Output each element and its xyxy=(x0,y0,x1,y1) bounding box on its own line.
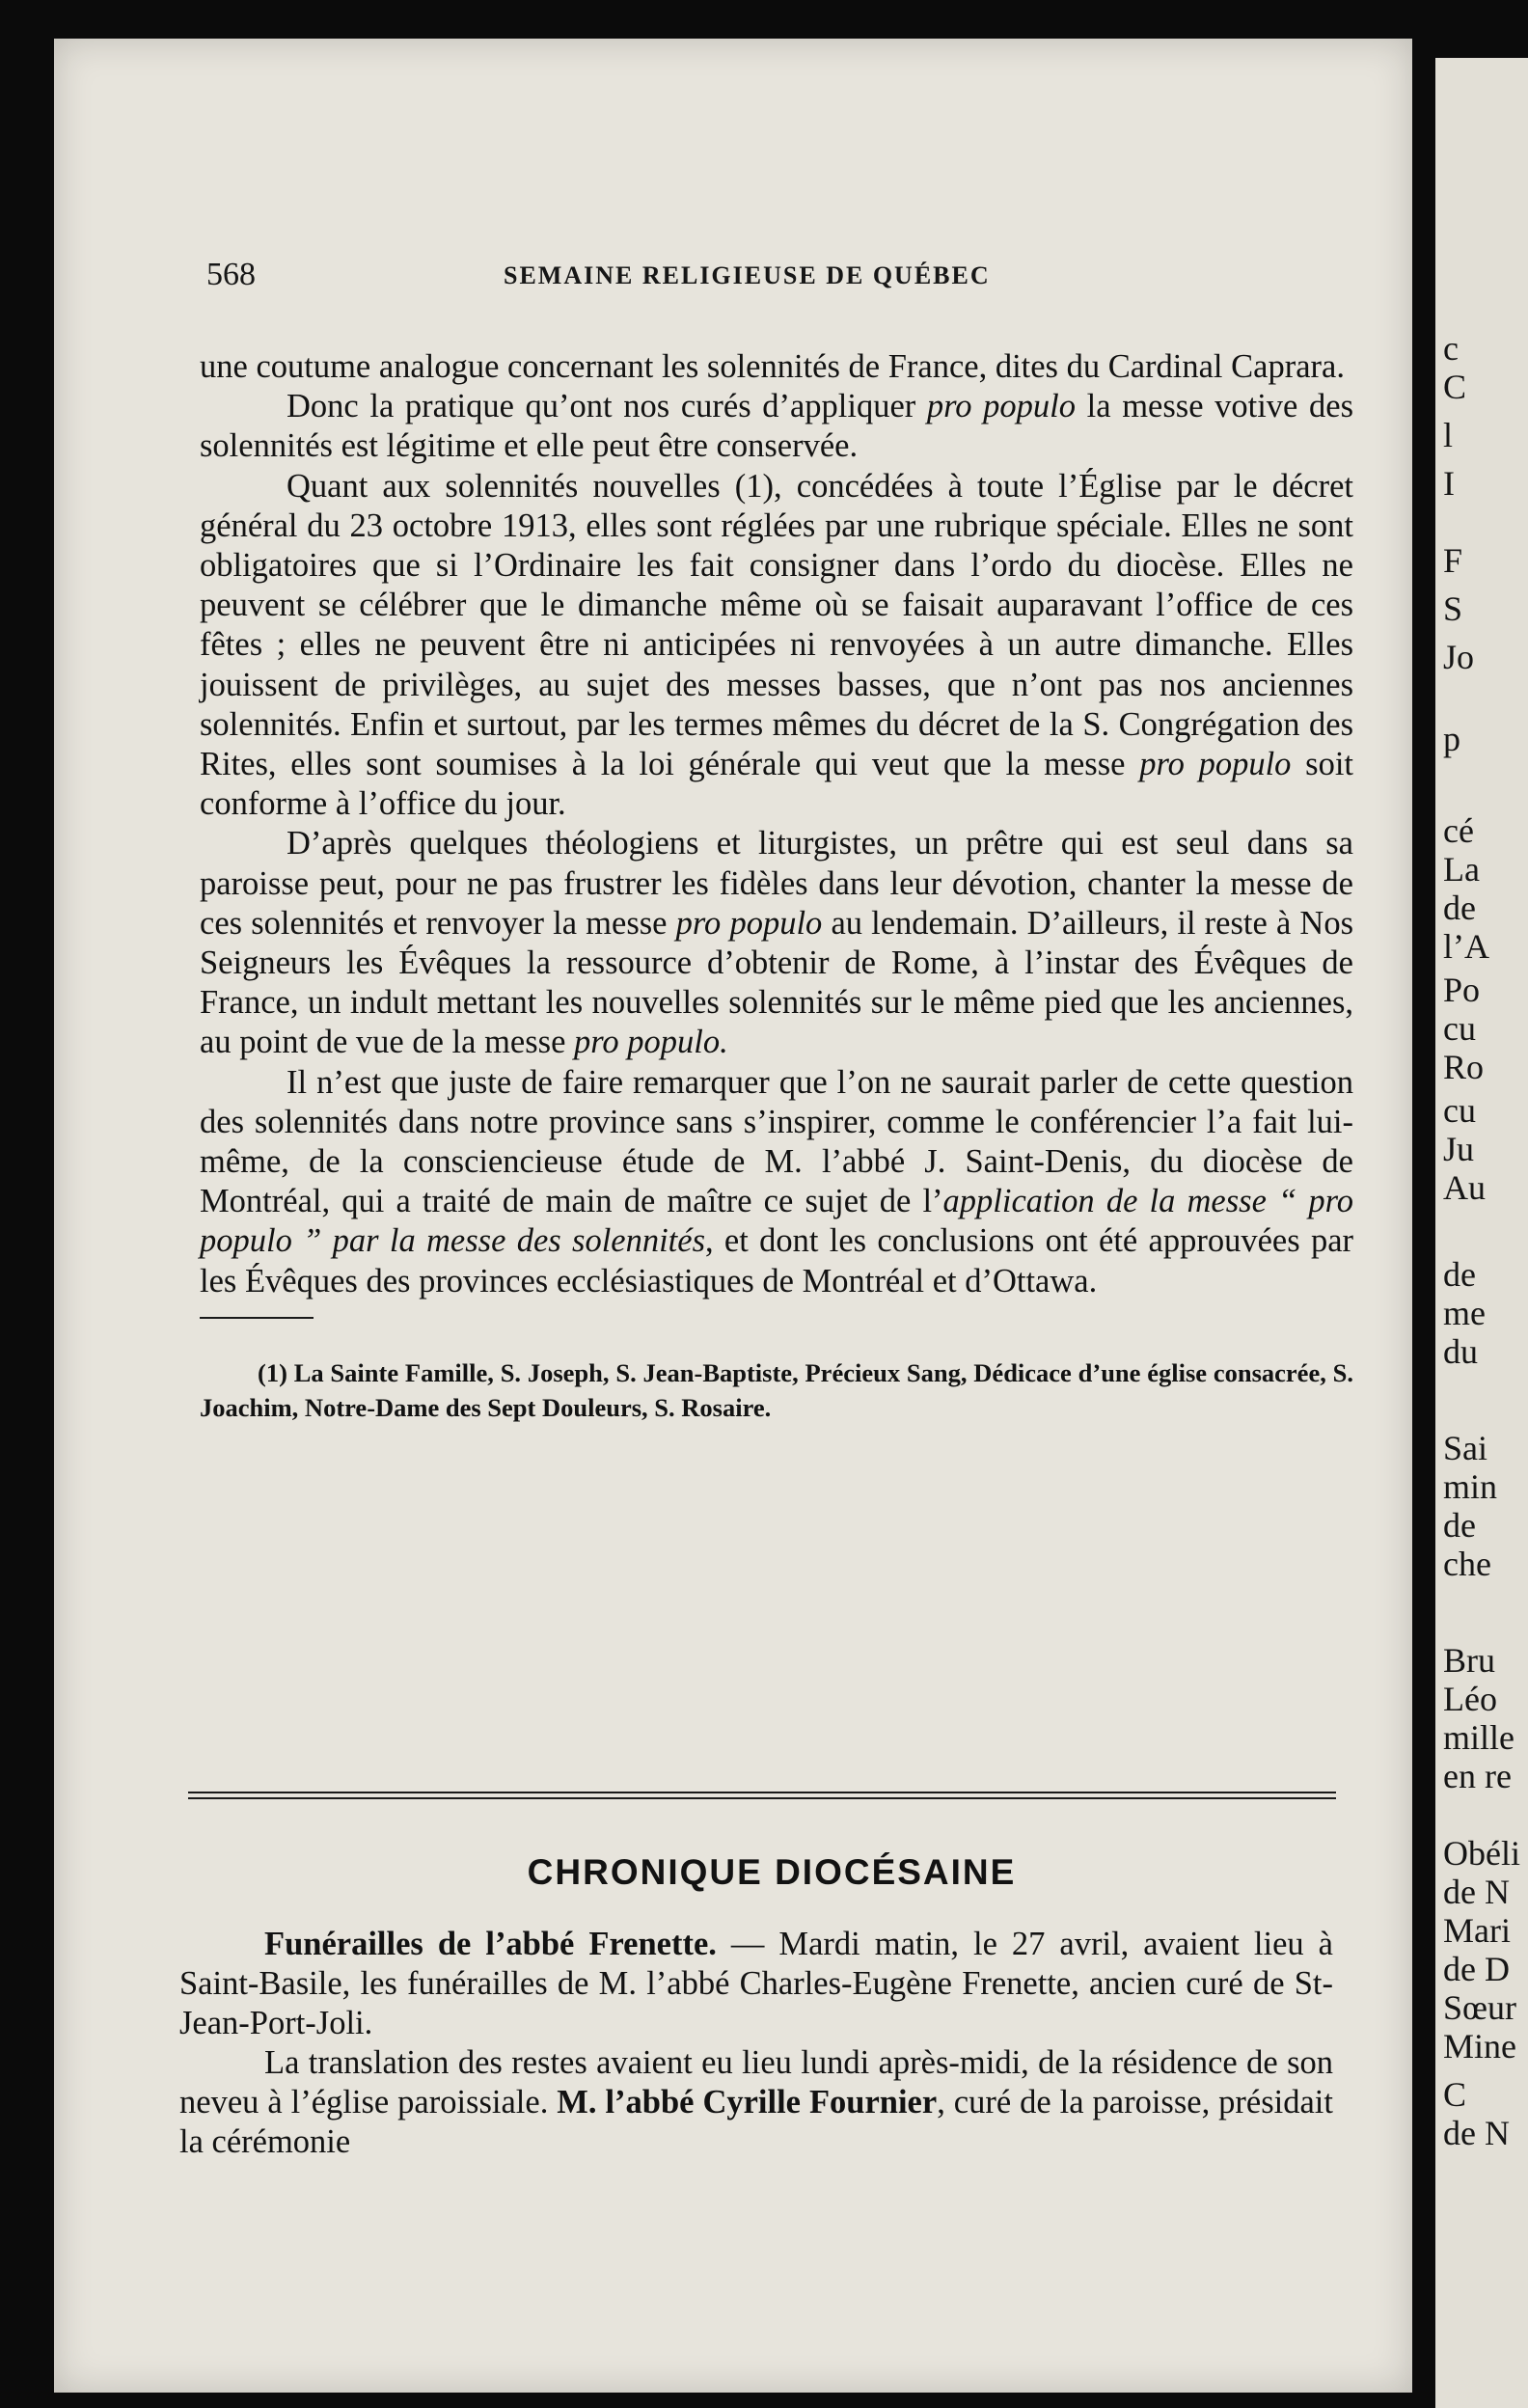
facing-page-fragment: de D xyxy=(1443,1950,1510,1988)
facing-page-fragment: en re xyxy=(1443,1757,1512,1795)
italic-text: pro populo. xyxy=(574,1024,728,1061)
running-header xyxy=(206,257,1349,295)
facing-page-fragment: de N xyxy=(1443,1873,1510,1911)
paragraph-text: D’après quelques théologiens et liturgistes, un prêtre qui est seul dans sa paroisse peut, pour ne pas frustrer les fidèles dans leur dévotion, chanter la messe de ces solennités et renvoyer la messe xyxy=(200,825,1353,942)
facing-page-fragment: cu xyxy=(1443,1009,1476,1048)
facing-page-fragment: C xyxy=(1443,2075,1467,2114)
paragraph-text: La translation des restes avaient eu lieu lundi après-midi, de la résidence de son neveu à l’église paroissiale. xyxy=(179,2044,1333,2121)
paragraph-text: soit conforme à l’office du jour. xyxy=(200,746,1353,823)
chronicle-body xyxy=(179,1925,1333,2162)
paragraph-text: , curé de la paroisse, présidait la cérémonie xyxy=(179,2084,1333,2160)
facing-page-fragment: I xyxy=(1443,464,1455,503)
section-title: CHRONIQUE DIOCÉSAINE xyxy=(527,1852,1017,1892)
facing-page-fragment: de xyxy=(1443,1506,1476,1545)
facing-page-fragment: cu xyxy=(1443,1091,1476,1130)
facing-page-fragment: c xyxy=(1443,329,1459,368)
facing-page-fragment: l’A xyxy=(1443,927,1489,966)
paragraph xyxy=(200,1063,1353,1301)
facing-page-fragment: che xyxy=(1443,1545,1491,1583)
paragraph xyxy=(179,1925,1333,2043)
facing-page-fragment: S xyxy=(1443,589,1463,628)
facing-page-fragment: l xyxy=(1443,416,1454,454)
paragraph-text: Quant aux solennités nouvelles (1), concédées à toute l’Église par le décret général du 23 octobre 1913, elles sont réglées par une rubrique spéciale. Elles ne sont obligatoires que si l’Ordinaire les fait consigner dans l’ordo du diocèse. Elles ne peuvent se célébrer que le dimanche même où se faisait auparavant l’office de ces fêtes ; elles ne peuvent être ni anticipées ni renvoyées à un autre dimanche. Elles jouissent de privilèges, au sujet des messes basses, que n’ont pas nos anciennes solennités. Enfin et surtout, par les termes mêmes du décret de la S. Congrégation des Rites, elles sont soumises à la loi générale qui veut que la messe xyxy=(200,467,1353,783)
facing-page-fragment: Léo xyxy=(1443,1680,1497,1718)
paragraph-text: , et dont les conclusions ont été approuvées par les Évêques des provinces ecclésiastiques de Montréal et d’Ottawa. xyxy=(200,1222,1353,1300)
paragraph xyxy=(179,2043,1333,2162)
facing-page-fragment: Jo xyxy=(1443,638,1475,676)
italic-text: pro populo xyxy=(926,388,1077,425)
italic-text: application de la messe “ pro populo ” par la messe des solennités xyxy=(200,1183,1353,1260)
facing-page-fragment: me xyxy=(1443,1294,1486,1332)
facing-page-fragment: Ju xyxy=(1443,1130,1475,1168)
facing-page-fragment: mille xyxy=(1443,1718,1514,1757)
facing-page-fragment: de xyxy=(1443,1255,1476,1294)
running-title: SEMAINE RELIGIEUSE DE QUÉBEC xyxy=(504,261,991,289)
page-number: 568 xyxy=(206,257,256,292)
facing-page-fragment: Sœur xyxy=(1443,1988,1517,2027)
facing-page-fragment: Ro xyxy=(1443,1048,1485,1086)
paragraph xyxy=(200,347,1353,387)
facing-page-fragment: Sai xyxy=(1443,1429,1488,1467)
facing-page-fragment: p xyxy=(1443,720,1460,758)
facing-page-fragment: Obéli xyxy=(1443,1834,1520,1873)
facing-page-fragment: C xyxy=(1443,368,1467,406)
article-body xyxy=(200,347,1353,1425)
facing-page-fragment: Mari xyxy=(1443,1911,1511,1950)
facing-page-fragment: Po xyxy=(1443,971,1481,1009)
paragraph-text: la messe votive des solennités est légitime et elle peut être conservée. xyxy=(200,388,1353,465)
facing-page-fragment: cé xyxy=(1443,811,1474,850)
paragraph-text: Donc la pratique qu’ont nos curés d’appliquer xyxy=(286,388,927,425)
paragraph xyxy=(200,824,1353,1062)
facing-page-fragment: Au xyxy=(1443,1168,1486,1207)
facing-page-fragment: du xyxy=(1443,1332,1478,1371)
footnote-rule xyxy=(200,1317,314,1319)
bold-name: M. l’abbé Cyrille Fournier xyxy=(557,2084,938,2121)
italic-text: pro populo xyxy=(1139,746,1292,783)
facing-page-fragment: La xyxy=(1443,850,1480,889)
facing-page-fragment: Mine xyxy=(1443,2027,1516,2066)
facing-page-fragment: F xyxy=(1443,541,1463,580)
italic-text: pro populo xyxy=(675,904,823,942)
facing-page-edge xyxy=(1435,58,1528,2408)
footnote: (1) La Sainte Famille, S. Joseph, S. Jean-Baptiste, Précieux Sang, Dédicace d’une église consacrée, S. Joachim, Notre-Dame des Sept Douleurs, S. Rosaire. xyxy=(200,1357,1353,1422)
section-divider xyxy=(188,1792,1336,1799)
facing-page-fragment: Bru xyxy=(1443,1641,1495,1680)
facing-page-fragment: min xyxy=(1443,1467,1498,1506)
facing-page-fragment: de xyxy=(1443,889,1476,927)
paragraph-text: une coutume analogue concernant les solennités de France, dites du Cardinal Caprara. xyxy=(200,348,1345,385)
paragraph xyxy=(200,467,1353,825)
item-heading: Funérailles de l’abbé Frenette. xyxy=(264,1926,717,1962)
paragraph-text: Il n’est que juste de faire remarquer que l’on ne saurait parler de cette question des solennités dans notre province sans s’inspirer, comme le conférencier l’a fait lui-même, de la consciencieuse étude de M. l’abbé J. Saint-Denis, du diocèse de Montréal, qui a traité de main de maître ce sujet de l’ xyxy=(200,1063,1353,1220)
paragraph-text: au lendemain. D’ailleurs, il reste à Nos Seigneurs les Évêques la ressource d’obtenir de Rome, à l’instar des Évêques de France, un indult mettant les nouvelles solennités sur le même pied que les anciennes, au point de vue de la messe xyxy=(200,904,1354,1061)
paragraph-text: — Mardi matin, le 27 avril, avaient lieu à Saint-Basile, les funérailles de M. l’abbé Charles-Eugène Frenette, ancien curé de St-Jean-Port-Joli. xyxy=(179,1926,1333,2041)
facing-page-fragment: de N xyxy=(1443,2114,1510,2152)
paragraph xyxy=(200,387,1353,466)
